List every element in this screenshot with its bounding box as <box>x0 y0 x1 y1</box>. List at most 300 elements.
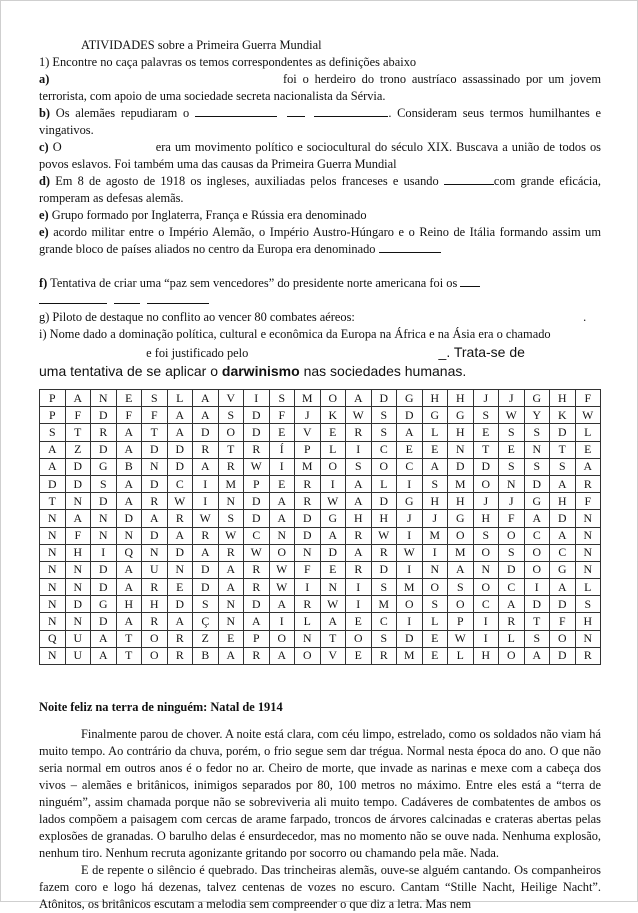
word-search-cell[interactable]: D <box>550 424 576 441</box>
word-search-cell[interactable]: A <box>167 613 193 630</box>
word-search-cell[interactable]: D <box>550 647 576 664</box>
word-search-cell[interactable]: Y <box>524 407 550 424</box>
word-search-cell[interactable]: O <box>142 630 168 647</box>
word-search-cell[interactable]: Q <box>116 544 142 561</box>
word-search-cell[interactable]: G <box>91 458 117 475</box>
word-search-cell[interactable]: H <box>473 510 499 527</box>
word-search-cell[interactable]: D <box>499 561 525 578</box>
word-search-cell[interactable]: D <box>142 441 168 458</box>
word-search-cell[interactable]: C <box>524 527 550 544</box>
word-search-cell[interactable]: W <box>320 596 346 613</box>
word-search-cell[interactable]: S <box>524 458 550 475</box>
word-search-cell[interactable]: A <box>116 613 142 630</box>
word-search-cell[interactable]: C <box>167 475 193 492</box>
word-search-cell[interactable]: O <box>550 630 576 647</box>
word-search-cell[interactable]: A <box>193 544 219 561</box>
word-search-cell[interactable]: W <box>448 630 474 647</box>
word-search-cell[interactable]: E <box>269 424 295 441</box>
word-search-cell[interactable]: E <box>499 441 525 458</box>
word-search-cell[interactable]: O <box>371 458 397 475</box>
word-search-cell[interactable]: W <box>397 544 423 561</box>
word-search-cell[interactable]: L <box>448 647 474 664</box>
word-search-cell[interactable]: N <box>40 527 66 544</box>
word-search-cell[interactable]: V <box>295 424 321 441</box>
word-search-cell[interactable]: R <box>142 493 168 510</box>
word-search-cell[interactable]: A <box>193 458 219 475</box>
word-search-cell[interactable]: N <box>91 510 117 527</box>
word-search-cell[interactable]: W <box>269 579 295 596</box>
word-search-cell[interactable]: A <box>218 561 244 578</box>
word-search-cell[interactable]: F <box>116 407 142 424</box>
word-search-cell[interactable]: F <box>65 527 91 544</box>
word-search-cell[interactable]: G <box>524 390 550 407</box>
word-search-cell[interactable]: C <box>499 579 525 596</box>
word-search-cell[interactable]: H <box>116 596 142 613</box>
word-search-cell[interactable]: F <box>142 407 168 424</box>
word-search-cell[interactable]: A <box>448 561 474 578</box>
word-search-cell[interactable]: E <box>473 424 499 441</box>
word-search-cell[interactable]: M <box>448 475 474 492</box>
word-search-cell[interactable]: O <box>295 647 321 664</box>
word-search-cell[interactable]: E <box>320 424 346 441</box>
word-search-cell[interactable]: O <box>524 544 550 561</box>
word-search-cell[interactable]: H <box>473 647 499 664</box>
word-search-cell[interactable]: B <box>193 647 219 664</box>
word-search-cell[interactable]: I <box>193 475 219 492</box>
word-search-cell[interactable]: N <box>40 579 66 596</box>
word-search-cell[interactable]: D <box>244 407 270 424</box>
word-search-cell[interactable]: S <box>269 390 295 407</box>
word-search-cell[interactable]: P <box>448 613 474 630</box>
word-search-cell[interactable]: A <box>65 390 91 407</box>
word-search-cell[interactable]: S <box>371 407 397 424</box>
word-search-cell[interactable]: A <box>218 579 244 596</box>
word-search-cell[interactable]: L <box>499 630 525 647</box>
word-search-cell[interactable]: J <box>422 510 448 527</box>
word-search-cell[interactable]: O <box>499 647 525 664</box>
word-search-cell[interactable]: S <box>575 596 601 613</box>
word-search-cell[interactable]: T <box>473 441 499 458</box>
word-search-cell[interactable]: G <box>448 510 474 527</box>
word-search-cell[interactable]: S <box>422 596 448 613</box>
question-b-blank-1[interactable] <box>195 105 277 117</box>
word-search-cell[interactable]: N <box>65 561 91 578</box>
word-search-cell[interactable]: G <box>448 407 474 424</box>
word-search-cell[interactable]: Ç <box>193 613 219 630</box>
word-search-cell[interactable]: N <box>91 390 117 407</box>
word-search-cell[interactable]: H <box>422 390 448 407</box>
word-search-cell[interactable]: D <box>193 424 219 441</box>
question-f-blank-3[interactable] <box>114 292 140 304</box>
word-search-cell[interactable]: A <box>550 527 576 544</box>
word-search-cell[interactable]: P <box>295 441 321 458</box>
word-search-cell[interactable]: N <box>448 441 474 458</box>
word-search-cell[interactable]: O <box>473 475 499 492</box>
word-search-cell[interactable]: R <box>295 475 321 492</box>
word-search-cell[interactable]: I <box>397 475 423 492</box>
word-search-cell[interactable]: P <box>40 390 66 407</box>
word-search-cell[interactable]: A <box>422 458 448 475</box>
word-search-cell[interactable]: S <box>371 424 397 441</box>
word-search-cell[interactable]: D <box>142 475 168 492</box>
word-search-cell[interactable]: A <box>218 647 244 664</box>
word-search-cell[interactable]: R <box>371 647 397 664</box>
word-search-cell[interactable]: D <box>397 630 423 647</box>
word-search-cell[interactable]: H <box>422 493 448 510</box>
word-search-cell[interactable]: D <box>244 596 270 613</box>
word-search-cell[interactable]: U <box>65 630 91 647</box>
word-search-cell[interactable]: N <box>142 458 168 475</box>
word-search-cell[interactable]: N <box>40 596 66 613</box>
word-search-cell[interactable]: W <box>193 510 219 527</box>
word-search-cell[interactable]: E <box>167 579 193 596</box>
word-search-cell[interactable]: S <box>473 407 499 424</box>
word-search-cell[interactable]: S <box>550 458 576 475</box>
word-search-cell[interactable]: D <box>448 458 474 475</box>
word-search-cell[interactable]: A <box>116 493 142 510</box>
word-search-cell[interactable]: N <box>524 441 550 458</box>
word-search-cell[interactable]: W <box>244 458 270 475</box>
word-search-cell[interactable]: D <box>65 475 91 492</box>
word-search-cell[interactable]: W <box>371 527 397 544</box>
word-search-cell[interactable]: D <box>91 493 117 510</box>
word-search-cell[interactable]: L <box>422 424 448 441</box>
word-search-cell[interactable]: O <box>499 527 525 544</box>
word-search-cell[interactable]: A <box>346 475 372 492</box>
word-search-cell[interactable]: E <box>422 630 448 647</box>
word-search-cell[interactable]: I <box>473 613 499 630</box>
word-search-cell[interactable]: R <box>244 561 270 578</box>
word-search-cell[interactable]: W <box>269 561 295 578</box>
word-search-cell[interactable]: P <box>244 630 270 647</box>
word-search-cell[interactable]: R <box>218 544 244 561</box>
word-search-cell[interactable]: O <box>346 630 372 647</box>
word-search-cell[interactable]: M <box>218 475 244 492</box>
word-search-cell[interactable]: D <box>167 596 193 613</box>
word-search-cell[interactable]: I <box>346 441 372 458</box>
question-f-blank-1[interactable] <box>460 275 480 287</box>
word-search-cell[interactable]: O <box>422 579 448 596</box>
word-search-cell[interactable]: N <box>575 561 601 578</box>
word-search-cell[interactable]: G <box>550 561 576 578</box>
word-search-cell[interactable]: N <box>167 561 193 578</box>
word-search-cell[interactable]: A <box>524 510 550 527</box>
word-search-cell[interactable]: R <box>142 613 168 630</box>
word-search-cell[interactable]: D <box>167 441 193 458</box>
word-search-cell[interactable]: L <box>575 424 601 441</box>
word-search-cell[interactable]: N <box>422 561 448 578</box>
word-search-cell[interactable]: R <box>167 510 193 527</box>
word-search-cell[interactable]: N <box>575 510 601 527</box>
word-search-cell[interactable]: I <box>397 527 423 544</box>
word-search-cell[interactable]: S <box>40 424 66 441</box>
word-search-cell[interactable]: P <box>40 407 66 424</box>
question-f-blank-2[interactable] <box>39 292 107 304</box>
word-search-cell[interactable]: D <box>193 561 219 578</box>
word-search-cell[interactable]: A <box>346 390 372 407</box>
word-search-cell[interactable]: N <box>218 613 244 630</box>
word-search-cell[interactable]: S <box>499 458 525 475</box>
word-search-cell[interactable]: J <box>473 493 499 510</box>
word-search-cell[interactable]: D <box>142 527 168 544</box>
word-search-cell[interactable]: N <box>218 493 244 510</box>
word-search-cell[interactable]: A <box>40 458 66 475</box>
word-search-cell[interactable]: B <box>116 458 142 475</box>
word-search-cell[interactable]: A <box>91 630 117 647</box>
word-search-cell[interactable]: T <box>116 630 142 647</box>
word-search-cell[interactable]: N <box>269 527 295 544</box>
word-search-cell[interactable]: A <box>116 561 142 578</box>
word-search-cell[interactable]: R <box>499 613 525 630</box>
word-search-cell[interactable]: M <box>448 544 474 561</box>
word-search-cell[interactable]: L <box>371 475 397 492</box>
word-search-cell[interactable]: D <box>65 458 91 475</box>
word-search-cell[interactable]: O <box>397 596 423 613</box>
word-search-cell[interactable]: H <box>550 390 576 407</box>
word-search-cell[interactable]: D <box>550 596 576 613</box>
word-search-cell[interactable]: K <box>550 407 576 424</box>
word-search-cell[interactable]: N <box>575 544 601 561</box>
word-search-cell[interactable]: D <box>295 527 321 544</box>
word-search-cell[interactable]: D <box>473 458 499 475</box>
word-search-cell[interactable]: H <box>142 596 168 613</box>
word-search-cell[interactable]: U <box>142 561 168 578</box>
word-search-cell[interactable]: H <box>550 493 576 510</box>
word-search-cell[interactable]: M <box>295 390 321 407</box>
word-search-cell[interactable]: D <box>91 579 117 596</box>
word-search-cell[interactable]: S <box>193 596 219 613</box>
word-search-cell[interactable]: E <box>320 561 346 578</box>
word-search-cell[interactable]: T <box>40 493 66 510</box>
word-search-cell[interactable]: N <box>65 579 91 596</box>
word-search-cell[interactable]: J <box>473 390 499 407</box>
word-search-cell[interactable]: D <box>193 579 219 596</box>
word-search-cell[interactable]: R <box>244 441 270 458</box>
word-search-cell[interactable]: A <box>116 579 142 596</box>
word-search-cell[interactable]: M <box>422 527 448 544</box>
word-search-cell[interactable]: D <box>91 407 117 424</box>
word-search-cell[interactable]: S <box>499 424 525 441</box>
word-search-cell[interactable]: H <box>448 493 474 510</box>
word-search-cell[interactable]: A <box>575 458 601 475</box>
question-e2-blank[interactable] <box>379 241 441 253</box>
word-search-cell[interactable]: T <box>116 647 142 664</box>
word-search-cell[interactable]: A <box>244 613 270 630</box>
word-search-cell[interactable]: R <box>193 441 219 458</box>
word-search-cell[interactable]: W <box>244 544 270 561</box>
word-search-cell[interactable]: N <box>40 561 66 578</box>
word-search-cell[interactable]: V <box>320 647 346 664</box>
word-search-cell[interactable]: L <box>422 613 448 630</box>
word-search-cell[interactable]: O <box>448 596 474 613</box>
word-search-cell[interactable]: C <box>473 596 499 613</box>
word-search-cell[interactable]: A <box>116 424 142 441</box>
word-search-cell[interactable]: T <box>550 441 576 458</box>
word-search-cell[interactable]: G <box>397 390 423 407</box>
word-search-cell[interactable]: D <box>550 510 576 527</box>
word-search-cell[interactable]: J <box>397 510 423 527</box>
word-search-cell[interactable]: N <box>575 630 601 647</box>
word-search-cell[interactable]: A <box>269 647 295 664</box>
word-search-cell[interactable]: N <box>65 613 91 630</box>
word-search-cell[interactable]: U <box>65 647 91 664</box>
word-search-cell[interactable]: E <box>422 441 448 458</box>
word-search-cell[interactable]: D <box>116 510 142 527</box>
word-search-cell[interactable]: O <box>320 390 346 407</box>
word-search-cell[interactable]: D <box>244 493 270 510</box>
word-search-cell[interactable]: A <box>193 407 219 424</box>
word-search-cell[interactable]: O <box>218 424 244 441</box>
word-search-cell[interactable]: O <box>320 458 346 475</box>
word-search-cell[interactable]: I <box>524 579 550 596</box>
word-search-cell[interactable]: A <box>116 441 142 458</box>
word-search-cell[interactable]: S <box>142 390 168 407</box>
word-search-cell[interactable]: T <box>142 424 168 441</box>
word-search-cell[interactable]: I <box>269 458 295 475</box>
word-search-cell[interactable]: S <box>91 475 117 492</box>
word-search-cell[interactable]: V <box>218 390 244 407</box>
word-search-cell[interactable]: I <box>346 596 372 613</box>
word-search-cell[interactable]: Í <box>269 441 295 458</box>
word-search-cell[interactable]: N <box>40 647 66 664</box>
word-search-cell[interactable]: M <box>295 458 321 475</box>
word-search-cell[interactable]: L <box>575 579 601 596</box>
word-search-cell[interactable]: Z <box>65 441 91 458</box>
word-search-cell[interactable]: S <box>473 527 499 544</box>
word-search-cell[interactable]: D <box>167 544 193 561</box>
word-search-cell[interactable]: D <box>371 493 397 510</box>
word-search-cell[interactable]: N <box>40 544 66 561</box>
word-search-cell[interactable]: S <box>371 579 397 596</box>
word-search-cell[interactable]: G <box>91 596 117 613</box>
word-search-cell[interactable]: D <box>524 475 550 492</box>
word-search-cell[interactable]: R <box>244 579 270 596</box>
word-search-cell[interactable]: D <box>371 561 397 578</box>
word-search-cell[interactable]: R <box>167 630 193 647</box>
word-search-cell[interactable]: N <box>499 475 525 492</box>
word-search-cell[interactable]: P <box>244 475 270 492</box>
question-f-blank-4[interactable] <box>147 292 209 304</box>
word-search-cell[interactable]: A <box>269 596 295 613</box>
word-search-cell[interactable]: A <box>320 527 346 544</box>
word-search-cell[interactable]: D <box>244 510 270 527</box>
word-search-cell[interactable]: A <box>193 390 219 407</box>
word-search-cell[interactable]: O <box>448 527 474 544</box>
word-search-cell[interactable]: A <box>550 475 576 492</box>
word-search-cell[interactable]: Q <box>40 630 66 647</box>
word-search-cell[interactable]: F <box>269 407 295 424</box>
word-search-cell[interactable]: D <box>91 613 117 630</box>
word-search-cell[interactable]: R <box>346 561 372 578</box>
word-search-cell[interactable]: R <box>244 647 270 664</box>
word-search-cell[interactable]: H <box>346 510 372 527</box>
word-search-cell[interactable]: L <box>320 441 346 458</box>
word-search-cell[interactable]: H <box>371 510 397 527</box>
word-search-cell[interactable]: C <box>550 544 576 561</box>
word-search-cell[interactable]: H <box>575 613 601 630</box>
word-search-cell[interactable]: A <box>167 424 193 441</box>
word-search-cell[interactable]: O <box>524 561 550 578</box>
word-search-cell[interactable]: C <box>371 613 397 630</box>
word-search-cell[interactable]: E <box>422 647 448 664</box>
word-search-cell[interactable]: D <box>244 424 270 441</box>
word-search-cell[interactable]: G <box>320 510 346 527</box>
word-search-cell[interactable]: O <box>269 544 295 561</box>
word-search-cell[interactable]: S <box>499 544 525 561</box>
word-search-cell[interactable]: T <box>320 630 346 647</box>
word-search-cell[interactable]: N <box>142 544 168 561</box>
word-search-cell[interactable]: G <box>422 407 448 424</box>
word-search-cell[interactable]: E <box>346 613 372 630</box>
word-search-cell[interactable]: S <box>218 510 244 527</box>
word-search-cell[interactable]: C <box>371 441 397 458</box>
word-search-cell[interactable]: I <box>320 475 346 492</box>
word-search-cell[interactable]: F <box>65 407 91 424</box>
word-search-cell[interactable]: H <box>65 544 91 561</box>
word-search-cell[interactable]: T <box>65 424 91 441</box>
word-search-cell[interactable]: A <box>397 424 423 441</box>
word-search-cell[interactable]: O <box>269 630 295 647</box>
word-search-cell[interactable]: D <box>320 544 346 561</box>
word-search-cell[interactable]: N <box>473 561 499 578</box>
word-search-cell[interactable]: I <box>193 493 219 510</box>
word-search-cell[interactable]: G <box>397 493 423 510</box>
word-search-cell[interactable]: N <box>40 613 66 630</box>
word-search-cell[interactable]: N <box>320 579 346 596</box>
word-search-cell[interactable]: F <box>550 613 576 630</box>
word-search-cell[interactable]: R <box>575 647 601 664</box>
word-search-cell[interactable]: C <box>397 458 423 475</box>
word-search-cell[interactable]: R <box>91 424 117 441</box>
word-search-cell[interactable]: R <box>371 544 397 561</box>
word-search-cell[interactable]: W <box>346 407 372 424</box>
word-search-cell[interactable]: J <box>295 407 321 424</box>
word-search-cell[interactable]: I <box>244 390 270 407</box>
word-search-cell[interactable]: I <box>91 544 117 561</box>
word-search-cell[interactable]: E <box>269 475 295 492</box>
word-search-cell[interactable]: A <box>346 493 372 510</box>
word-search-cell[interactable]: F <box>295 561 321 578</box>
word-search-cell[interactable]: T <box>218 441 244 458</box>
word-search-cell[interactable]: R <box>142 579 168 596</box>
word-search-cell[interactable]: I <box>269 613 295 630</box>
word-search-cell[interactable]: D <box>371 390 397 407</box>
word-search-cell[interactable]: N <box>295 544 321 561</box>
word-search-cell[interactable]: R <box>193 527 219 544</box>
word-search-cell[interactable]: D <box>397 407 423 424</box>
word-search-cell[interactable]: A <box>550 579 576 596</box>
word-search-cell[interactable]: G <box>524 493 550 510</box>
word-search-cell[interactable]: I <box>346 579 372 596</box>
word-search-cell[interactable]: N <box>295 630 321 647</box>
word-search-cell[interactable]: A <box>524 647 550 664</box>
word-search-cell[interactable]: J <box>499 493 525 510</box>
word-search-cell[interactable]: R <box>346 424 372 441</box>
word-search-cell[interactable]: N <box>116 527 142 544</box>
word-search-cell[interactable]: M <box>397 579 423 596</box>
word-search-cell[interactable]: S <box>218 407 244 424</box>
word-search-cell[interactable]: J <box>499 390 525 407</box>
word-search-cell[interactable]: L <box>167 390 193 407</box>
word-search-cell[interactable]: O <box>142 647 168 664</box>
word-search-cell[interactable]: R <box>346 527 372 544</box>
word-search-cell[interactable]: A <box>167 407 193 424</box>
question-b-blank-3[interactable] <box>314 105 388 117</box>
word-search-cell[interactable]: R <box>575 475 601 492</box>
question-d-blank[interactable] <box>444 173 494 185</box>
word-search-cell[interactable]: R <box>167 647 193 664</box>
word-search-cell[interactable]: L <box>295 613 321 630</box>
